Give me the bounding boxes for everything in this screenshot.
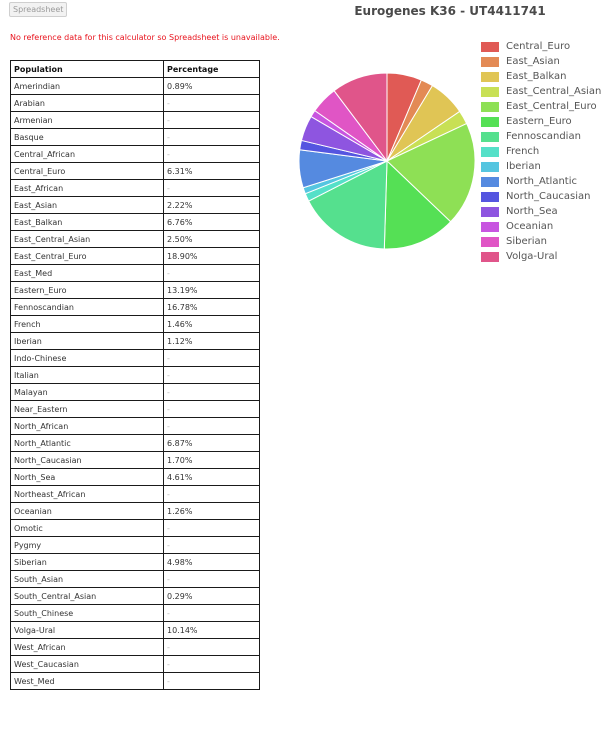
population-cell: French <box>11 316 164 333</box>
legend-item[interactable] <box>481 99 601 114</box>
spreadsheet-button[interactable]: Spreadsheet <box>9 2 67 17</box>
population-cell: Fennoscandian <box>11 299 164 316</box>
legend-label: Siberian <box>506 236 547 247</box>
legend-label: East_Balkan <box>506 71 567 82</box>
legend-label: Oceanian <box>506 221 554 232</box>
legend-swatch <box>481 87 499 97</box>
population-cell: East_Balkan <box>11 214 164 231</box>
legend-item[interactable] <box>481 174 601 189</box>
percentage-cell: 1.70% <box>164 452 260 469</box>
legend-label: Fennoscandian <box>506 131 581 142</box>
percentage-cell: 16.78% <box>164 299 260 316</box>
population-cell: East_African <box>11 180 164 197</box>
population-cell: Basque <box>11 129 164 146</box>
legend-label: Eastern_Euro <box>506 116 572 127</box>
unavailable-notice: No reference data for this calculator so Spreadsheet is unavailable. <box>10 33 280 42</box>
table-row <box>11 486 260 503</box>
population-cell: Oceanian <box>11 503 164 520</box>
population-cell: Arabian <box>11 95 164 112</box>
percentage-cell: 1.12% <box>164 333 260 350</box>
percentage-cell: - <box>164 129 260 146</box>
percentage-cell: - <box>164 265 260 282</box>
table-row <box>11 656 260 673</box>
legend-label: North_Caucasian <box>506 191 591 202</box>
population-cell: East_Med <box>11 265 164 282</box>
legend-item[interactable] <box>481 39 601 54</box>
percentage-cell: 10.14% <box>164 622 260 639</box>
population-cell: Italian <box>11 367 164 384</box>
table-row <box>11 316 260 333</box>
legend-item[interactable] <box>481 234 601 249</box>
legend-item[interactable] <box>481 114 601 129</box>
percentage-cell: 1.26% <box>164 503 260 520</box>
legend-item[interactable] <box>481 219 601 234</box>
population-cell: West_African <box>11 639 164 656</box>
table-row <box>11 537 260 554</box>
table-row <box>11 248 260 265</box>
legend-item[interactable] <box>481 54 601 69</box>
legend-item[interactable] <box>481 204 601 219</box>
table-row <box>11 265 260 282</box>
population-cell: South_Chinese <box>11 605 164 622</box>
population-cell: East_Central_Asian <box>11 231 164 248</box>
population-cell: Volga-Ural <box>11 622 164 639</box>
legend-swatch <box>481 162 499 172</box>
table-row <box>11 129 260 146</box>
table-row <box>11 673 260 690</box>
population-cell: Indo-Chinese <box>11 350 164 367</box>
percentage-cell: 0.89% <box>164 78 260 95</box>
table-row <box>11 112 260 129</box>
population-cell: West_Caucasian <box>11 656 164 673</box>
chart-title: Eurogenes K36 - UT4411741 <box>354 4 546 18</box>
table-row <box>11 503 260 520</box>
population-cell: Near_Eastern <box>11 401 164 418</box>
percentage-cell: - <box>164 605 260 622</box>
percentage-cell: - <box>164 112 260 129</box>
legend-swatch <box>481 57 499 67</box>
table-row <box>11 333 260 350</box>
population-cell: North_African <box>11 418 164 435</box>
percentage-cell: - <box>164 571 260 588</box>
legend-swatch <box>481 102 499 112</box>
table-row <box>11 367 260 384</box>
population-cell: North_Atlantic <box>11 435 164 452</box>
legend-item[interactable] <box>481 249 601 264</box>
population-cell: Malayan <box>11 384 164 401</box>
table-row <box>11 418 260 435</box>
legend-label: Volga-Ural <box>506 251 558 262</box>
percentage-cell: - <box>164 350 260 367</box>
population-cell: South_Asian <box>11 571 164 588</box>
percentage-column-header: Percentage <box>164 61 260 78</box>
legend-swatch <box>481 42 499 52</box>
pie-chart <box>292 66 482 256</box>
population-cell: Amerindian <box>11 78 164 95</box>
population-cell: Siberian <box>11 554 164 571</box>
legend-label: Iberian <box>506 161 541 172</box>
table-row <box>11 605 260 622</box>
legend-swatch <box>481 177 499 187</box>
population-cell: West_Med <box>11 673 164 690</box>
population-cell: Central_African <box>11 146 164 163</box>
percentage-cell: 4.98% <box>164 554 260 571</box>
population-cell: East_Asian <box>11 197 164 214</box>
percentage-cell: 6.87% <box>164 435 260 452</box>
legend-swatch <box>481 72 499 82</box>
population-cell: Northeast_African <box>11 486 164 503</box>
table-row <box>11 350 260 367</box>
population-cell: Armenian <box>11 112 164 129</box>
table-row <box>11 554 260 571</box>
population-column-header: Population <box>11 61 164 78</box>
table-header-row <box>11 61 260 78</box>
percentage-cell: - <box>164 639 260 656</box>
table-row <box>11 214 260 231</box>
population-cell: North_Caucasian <box>11 452 164 469</box>
percentage-cell: 0.29% <box>164 588 260 605</box>
percentage-cell: - <box>164 180 260 197</box>
table-row <box>11 435 260 452</box>
table-body <box>11 78 260 690</box>
percentage-cell: - <box>164 537 260 554</box>
legend-label: North_Sea <box>506 206 558 217</box>
table-row <box>11 299 260 316</box>
table-row <box>11 384 260 401</box>
percentage-cell: 13.19% <box>164 282 260 299</box>
legend-item[interactable] <box>481 144 601 159</box>
legend-item[interactable] <box>481 69 601 84</box>
percentage-cell: 6.31% <box>164 163 260 180</box>
population-cell: Iberian <box>11 333 164 350</box>
table-row <box>11 231 260 248</box>
percentage-cell: 1.46% <box>164 316 260 333</box>
legend-swatch <box>481 207 499 217</box>
population-cell: North_Sea <box>11 469 164 486</box>
percentage-cell: 6.76% <box>164 214 260 231</box>
legend-label: East_Central_Asian <box>506 86 602 97</box>
table-row <box>11 520 260 537</box>
table-row <box>11 197 260 214</box>
percentage-cell: - <box>164 401 260 418</box>
legend-label: Central_Euro <box>506 41 571 52</box>
table-row <box>11 469 260 486</box>
table-row <box>11 401 260 418</box>
percentage-cell: - <box>164 367 260 384</box>
legend-item[interactable] <box>481 84 601 99</box>
legend-item[interactable] <box>481 129 601 144</box>
table-row <box>11 282 260 299</box>
legend-swatch <box>481 132 499 142</box>
table-row <box>11 180 260 197</box>
percentage-cell: 4.61% <box>164 469 260 486</box>
table-row <box>11 95 260 112</box>
legend-label: East_Asian <box>506 56 560 67</box>
table-row <box>11 78 260 95</box>
percentage-cell: - <box>164 384 260 401</box>
percentage-cell: 18.90% <box>164 248 260 265</box>
chart-legend <box>481 39 601 264</box>
population-table <box>10 60 260 690</box>
population-cell: Pygmy <box>11 537 164 554</box>
percentage-cell: - <box>164 656 260 673</box>
legend-swatch <box>481 252 499 262</box>
legend-swatch <box>481 222 499 232</box>
legend-item[interactable] <box>481 159 601 174</box>
legend-item[interactable] <box>481 189 601 204</box>
population-cell: East_Central_Euro <box>11 248 164 265</box>
table-row <box>11 571 260 588</box>
population-cell: Eastern_Euro <box>11 282 164 299</box>
legend-label: North_Atlantic <box>506 176 577 187</box>
table-row <box>11 588 260 605</box>
population-cell: South_Central_Asian <box>11 588 164 605</box>
legend-swatch <box>481 147 499 157</box>
population-cell: Omotic <box>11 520 164 537</box>
percentage-cell: - <box>164 95 260 112</box>
percentage-cell: 2.22% <box>164 197 260 214</box>
legend-swatch <box>481 117 499 127</box>
table-row <box>11 639 260 656</box>
percentage-cell: 2.50% <box>164 231 260 248</box>
legend-swatch <box>481 192 499 202</box>
percentage-cell: - <box>164 418 260 435</box>
percentage-cell: - <box>164 673 260 690</box>
table-row <box>11 146 260 163</box>
legend-label: East_Central_Euro <box>506 101 597 112</box>
table-row <box>11 622 260 639</box>
table-row <box>11 163 260 180</box>
table-row <box>11 452 260 469</box>
percentage-cell: - <box>164 146 260 163</box>
legend-label: French <box>506 146 540 157</box>
population-cell: Central_Euro <box>11 163 164 180</box>
percentage-cell: - <box>164 486 260 503</box>
legend-swatch <box>481 237 499 247</box>
percentage-cell: - <box>164 520 260 537</box>
